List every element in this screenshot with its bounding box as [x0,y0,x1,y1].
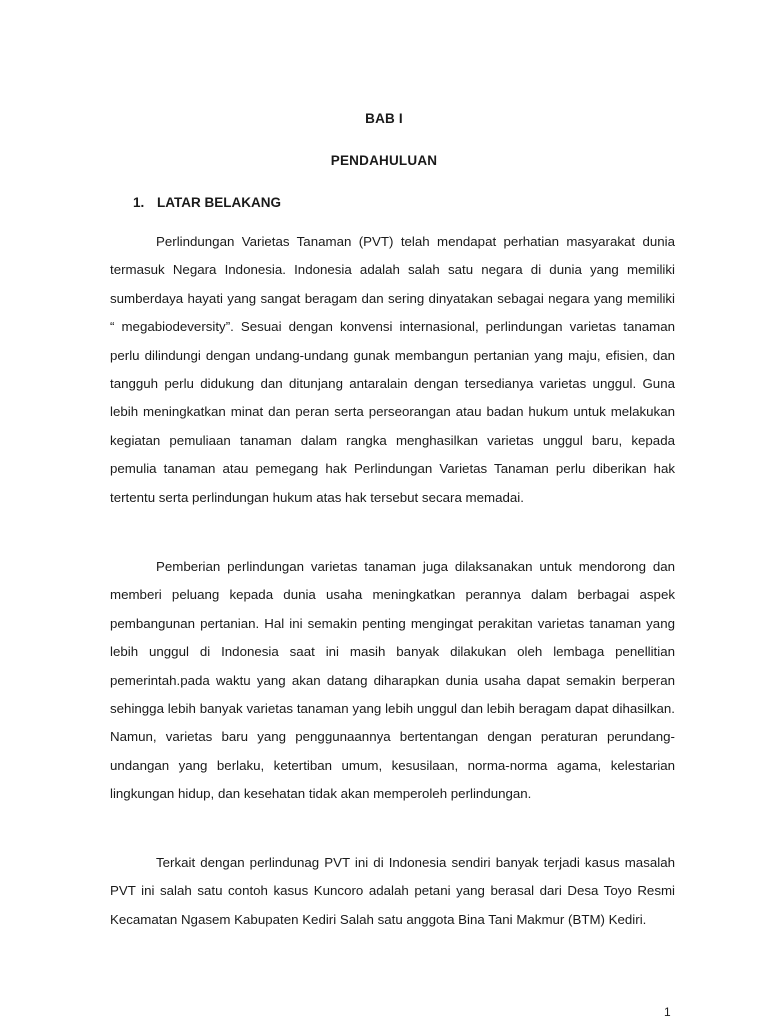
section-number: 1. [133,195,145,210]
section-heading [133,195,281,210]
page-number: 1 [664,1005,671,1019]
section-title: LATAR BELAKANG [157,195,281,210]
paragraph-1: Perlindungan Varietas Tanaman (PVT) telah mendapat perhatian masyarakat dunia termasuk Negara Indonesia. Indonesia adalah salah satu negara di dunia yang memiliki sumberdaya hayati yang sangat beragam dan sering dinyatakan sebagai negara yang memiliki “ megabiodeversity”. Sesuai dengan konvensi internasional, perlindungan varietas tanaman perlu dilindungi dengan undang-undang gunak membangun pertanian yang maju, efisien, dan tangguh perlu didukung dan ditunjang antaralain dengan tersedianya varietas unggul. Guna lebih meningkatkan minat dan peran serta perseorangan atau badan hukum untuk melakukan kegiatan pemuliaan tanaman dalam rangka menghasilkan varietas unggul baru, kepada pemulia tanaman atau pemegang hak Perlindungan Varietas Tanaman perlu diberikan hak tertentu serta perlindungan hukum atas hak tersebut secara memadai. [110,234,675,505]
paragraph-3: Terkait dengan perlindunag PVT ini di Indonesia sendiri banyak terjadi kasus masalah PVT ini salah satu contoh kasus Kuncoro adalah petani yang berasal dari Desa Toyo Resmi Kecamatan Ngasem Kabupaten Kediri Salah satu anggota Bina Tani Makmur (BTM) Kediri. [110,855,675,927]
chapter-number: BAB I [365,111,403,126]
chapter-title: PENDAHULUAN [330,153,438,168]
paragraph-2: Pemberian perlindungan varietas tanaman juga dilaksanakan untuk mendorong dan memberi peluang kepada dunia usaha meningkatkan perannya dalam berbagai aspek pembangunan pertanian. Hal ini semakin penting mengingat perakitan varietas tanaman yang lebih unggul di Indonesia saat ini masih banyak dilakukan oleh lembaga penellitian pemerintah.pada waktu yang akan datang diharapkan dunia usaha dapat semakin berperan sehingga lebih banyak varietas tanaman yang lebih unggul dan lebih beragam dapat dihasilkan. Namun, varietas baru yang penggunaannya bertentangan dengan peraturan perundang-undangan yang berlaku, ketertiban umum, kesusilaan, norma-norma agama, kelestarian lingkungan hidup, dan kesehatan tidak akan memperoleh perlindungan. [110,559,675,802]
